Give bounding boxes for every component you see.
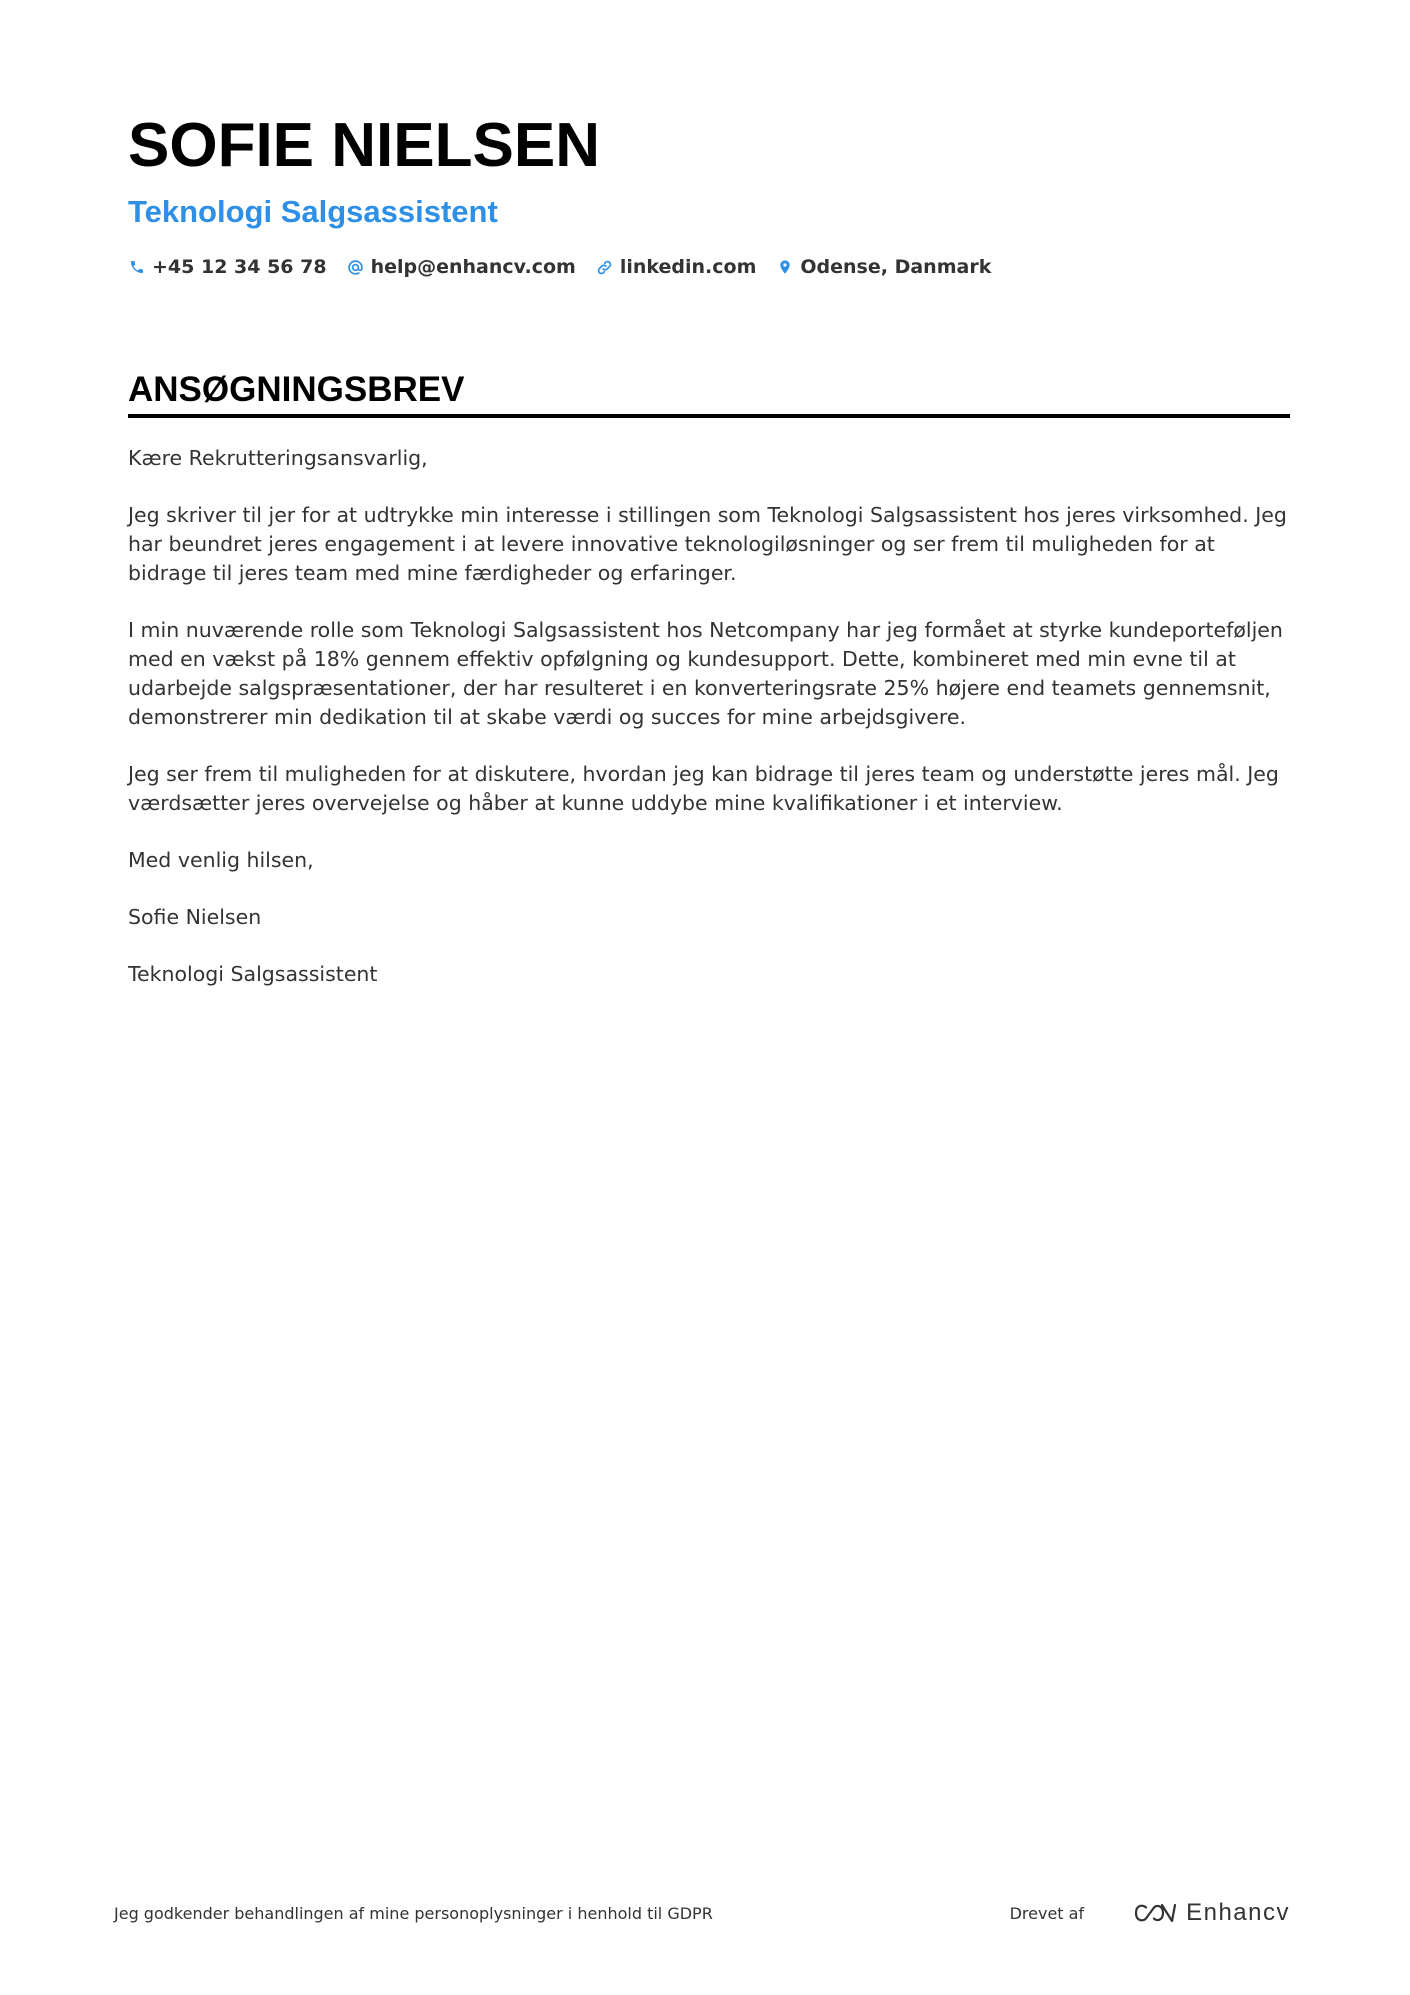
job-title: Teknologi Salgsassistent xyxy=(128,194,498,229)
section-title: ANSØGNINGSBREV xyxy=(128,370,465,409)
contact-bar xyxy=(128,250,1290,284)
cover-letter-page xyxy=(128,110,1290,1017)
enhancv-logo-text: Enhancv xyxy=(1186,1899,1290,1926)
email-address: help@enhancv.com xyxy=(370,256,576,278)
contact-phone[interactable] xyxy=(128,256,327,278)
letter-greeting: Kære Rekrutteringsansvarlig, xyxy=(128,446,428,470)
letter-paragraph: I min nuværende rolle som Teknologi Salgsassistent hos Netcompany har jeg formået at styrke kundeporteføljen med en vækst på 18% gennem effektiv opfølgning og kundesupport. Dette, kombineret med min evne til at udarbejde salgspræsentationer, der har resulteret i en konverteringsrate 25% højere end teamets gennemsnit, demonstrerer min dedikation til at skabe værdi og succes for mine arbejdsgivere. xyxy=(128,618,1283,729)
enhancv-logo-icon xyxy=(1132,1901,1178,1925)
gdpr-consent-text: Jeg godkender behandlingen af mine personoplysninger i henhold til GDPR xyxy=(114,1903,713,1923)
linkedin-link: linkedin.com xyxy=(619,256,757,278)
contact-location xyxy=(776,256,991,278)
enhancv-logo[interactable] xyxy=(1132,1899,1290,1927)
letter-paragraph: Jeg ser frem til muligheden for at diskutere, hvordan jeg kan bidrage til jeres team og understøtte jeres mål. Jeg værdsætter jeres overvejelse og håber at kunne uddybe mine kvalifikationer i et interview. xyxy=(128,762,1279,815)
letter-closing: Med venlig hilsen, xyxy=(128,848,314,872)
contact-email[interactable] xyxy=(347,256,576,278)
letter-body xyxy=(128,444,1290,989)
link-icon xyxy=(596,258,614,276)
letter-paragraph: Jeg skriver til jer for at udtrykke min interesse i stillingen som Teknologi Salgsassistent hos jeres virksomhed. Jeg har beundret jeres engagement i at levere innovative teknologiløsninger og ser frem til muligheden for at bidrage til jeres team med mine færdigheder og erfaringer. xyxy=(128,503,1287,585)
location-pin-icon xyxy=(776,258,794,276)
section-divider xyxy=(128,414,1290,418)
at-icon xyxy=(347,258,365,276)
powered-by-label: Drevet af xyxy=(1009,1903,1085,1923)
contact-linkedin[interactable] xyxy=(596,256,757,278)
cover-letter-section xyxy=(128,370,1290,989)
powered-by xyxy=(1010,1899,1290,1927)
signature-title: Teknologi Salgsassistent xyxy=(128,962,378,986)
phone-icon xyxy=(128,258,146,276)
phone-number: +45 12 34 56 78 xyxy=(152,256,327,278)
candidate-name: SOFIE NIELSEN xyxy=(128,111,600,180)
location-text: Odense, Danmark xyxy=(800,256,992,278)
signature-name: Sofie Nielsen xyxy=(128,905,262,929)
page-footer xyxy=(114,1893,1290,1933)
